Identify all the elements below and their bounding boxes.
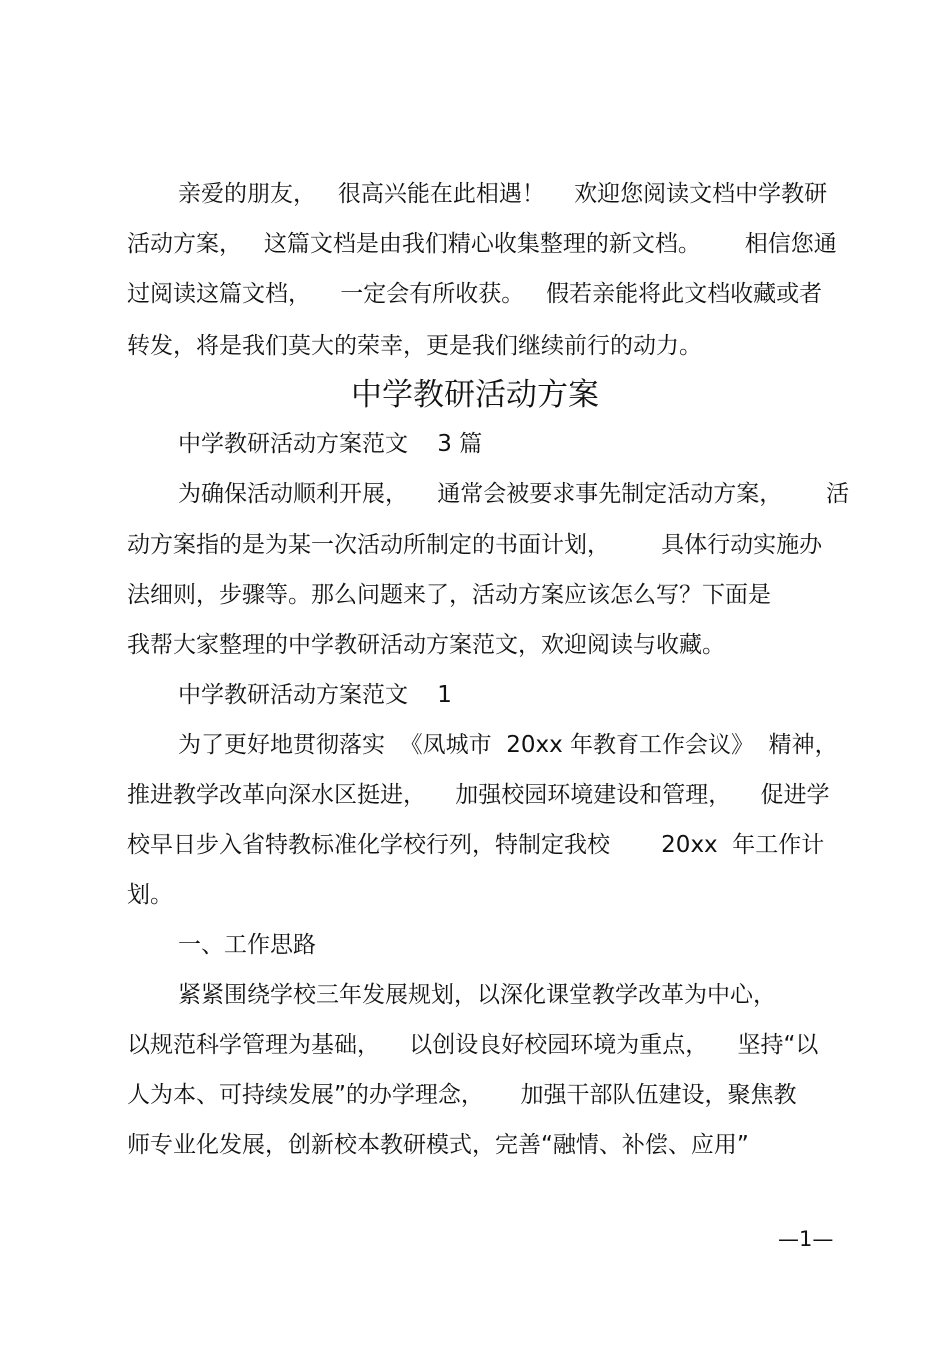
- intro-line-2: 活动方案， 这篇文档是由我们精心收集整理的新文档。 相信您通: [127, 231, 837, 257]
- subtitle: 中学教研活动方案范文 3 篇: [178, 431, 483, 457]
- body-line-9: 划。: [127, 882, 173, 908]
- body-line-2: 动方案指的是为某一次活动所制定的书面计划， 具体行动实施办: [127, 532, 823, 558]
- body-line-4: 我帮大家整理的中学教研活动方案范文，欢迎阅读与收藏。: [127, 632, 725, 658]
- page-number: —1—: [778, 1227, 834, 1251]
- body-line-14: 师专业化发展，创新校本教研模式，完善“融情、补偿、应用”: [127, 1132, 749, 1158]
- section-heading-sample-1: 中学教研活动方案范文 1: [178, 682, 452, 708]
- body-line-12: 以规范科学管理为基础， 以创设良好校园环境为重点， 坚持“以: [127, 1032, 819, 1058]
- intro-line-4: 转发，将是我们莫大的荣幸，更是我们继续前行的动力。: [127, 333, 702, 359]
- section-heading-work-idea: 一、工作思路: [178, 932, 316, 958]
- intro-line-3: 过阅读这篇文档， 一定会有所收获。 假若亲能将此文档收藏或者: [127, 281, 823, 307]
- body-line-1: 为确保活动顺利开展， 通常会被要求事先制定活动方案， 活: [178, 481, 850, 507]
- body-line-13: 人为本、可持续发展”的办学理念， 加强干部队伍建设，聚焦教: [127, 1082, 797, 1108]
- body-line-7: 推进教学改革向深水区挺进， 加强校园环境建设和管理， 促进学: [127, 782, 830, 808]
- intro-line-1: 亲爱的朋友， 很高兴能在此相遇！ 欢迎您阅读文档中学教研: [178, 181, 828, 207]
- document-title: 中学教研活动方案: [351, 377, 599, 413]
- body-line-3: 法细则，步骤等。那么问题来了，活动方案应该怎么写？下面是: [127, 582, 771, 608]
- body-line-11: 紧紧围绕学校三年发展规划，以深化课堂教学改革为中心，: [178, 982, 776, 1008]
- body-line-8: 校早日步入省特教标准化学校行列，特制定我校 20xx 年工作计: [127, 832, 825, 858]
- body-line-6: 为了更好地贯彻落实 《凤城市 20xx 年教育工作会议》 精神，: [178, 732, 838, 758]
